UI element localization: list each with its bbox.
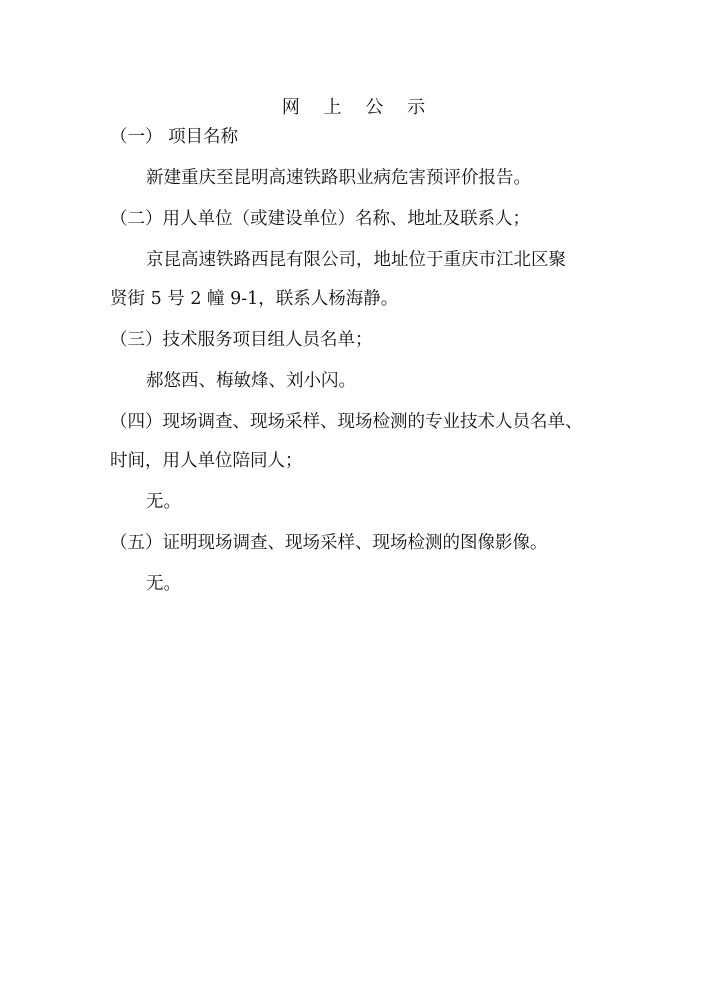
section-4-heading-line-2: 时间，用人单位陪同人； (110, 451, 303, 471)
section-2-heading: （二）用人单位（或建设单位）名称、地址及联系人； (110, 209, 530, 229)
section-1-body: 新建重庆至昆明高速铁路职业病危害预评价报告。 (146, 168, 531, 188)
section-5-heading: （五）证明现场调查、现场采样、现场检测的图像影像。 (110, 533, 548, 553)
section-5-body: 无。 (146, 574, 181, 594)
section-3-body: 郝悠西、梅敏烽、刘小闪。 (146, 371, 356, 391)
section-2-body-line-2: 贤街 5 号 2 幢 9-1，联系人杨海静。 (110, 289, 399, 309)
page-title: 网 上 公 示 (281, 97, 435, 118)
section-1-heading: （一） 项目名称 (110, 127, 239, 147)
section-4-heading-line-1: （四）现场调查、现场采样、现场检测的专业技术人员名单、 (110, 412, 583, 432)
section-2-body-line-1: 京昆高速铁路西昆有限公司，地址位于重庆市江北区聚 (146, 250, 566, 270)
section-4-body: 无。 (146, 492, 181, 512)
section-3-heading: （三）技术服务项目组人员名单； (110, 330, 373, 350)
